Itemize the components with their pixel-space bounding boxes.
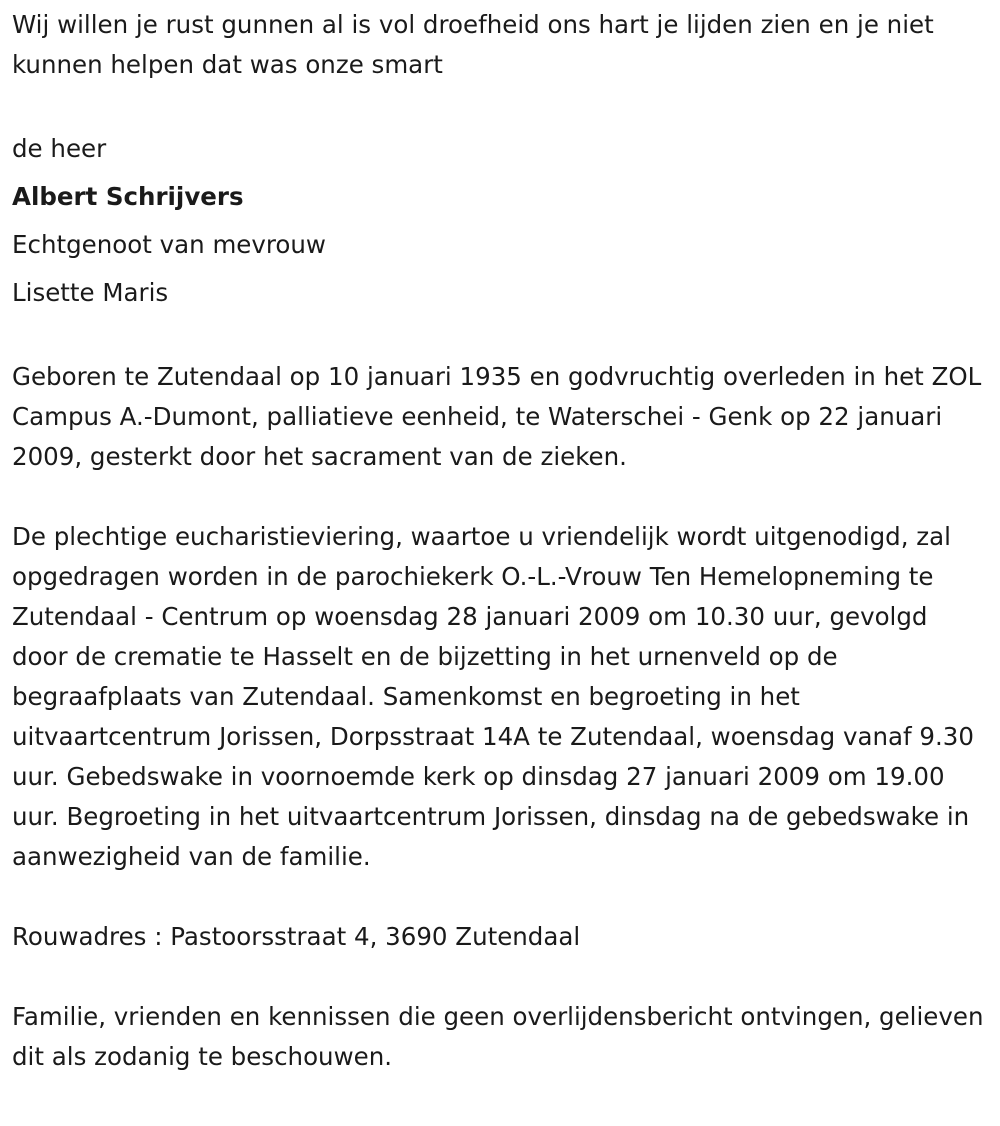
deceased-name: Albert Schrijvers: [12, 182, 244, 211]
spouse-name: Lisette Maris: [12, 278, 169, 307]
ceremony-paragraph: De plechtige eucharistieviering, waartoe u vriendelijk wordt uitgenodigd, zal opgedragen worden in de parochiekerk O.-L.-Vrouw Ten Hemelopneming te Zutendaal - Centrum op woensdag 28 januari 2009 om 10.30 uur, gevolgd door de crematie te Hasselt en de bijzetting in het urnenveld op de begraafplaats van Zutendaal. Samenkomst en begroeting in het uitvaartcentrum Jorissen, Dorpsstraat 14A te Zutendaal, woensdag vanaf 9.30 uur. Gebedswake in voornoemde kerk op dinsdag 27 januari 2009 om 19.00 uur. Begroeting in het uitvaartcentrum Jorissen, dinsdag na de gebedswake in aanwezigheid van de familie.: [12, 522, 974, 871]
birth-death-paragraph: Geboren te Zutendaal op 10 januari 1935 en godvruchtig overleden in het ZOL Campus A.-Dumont, palliatieve eenheid, te Waterschei - Genk op 22 januari 2009, gesterkt door het sacrament van de zieken.: [12, 362, 982, 471]
closing-note: Familie, vrienden en kennissen die geen overlijdensbericht ontvingen, gelieven dit als zodanig te beschouwen.: [12, 1002, 984, 1071]
opening-verse: Wij willen je rust gunnen al is vol droefheid ons hart je lijden zien en je niet kunnen helpen dat was onze smart: [12, 10, 934, 79]
spacer: [12, 957, 988, 997]
mourning-address: Rouwadres : Pastoorsstraat 4, 3690 Zutendaal: [12, 922, 581, 951]
spacer: [12, 317, 988, 357]
title-prefix: de heer: [12, 134, 107, 163]
spacer: [12, 477, 988, 517]
spacer: [12, 85, 988, 125]
spacer: [12, 877, 988, 917]
spouse-label: Echtgenoot van mevrouw: [12, 230, 326, 259]
